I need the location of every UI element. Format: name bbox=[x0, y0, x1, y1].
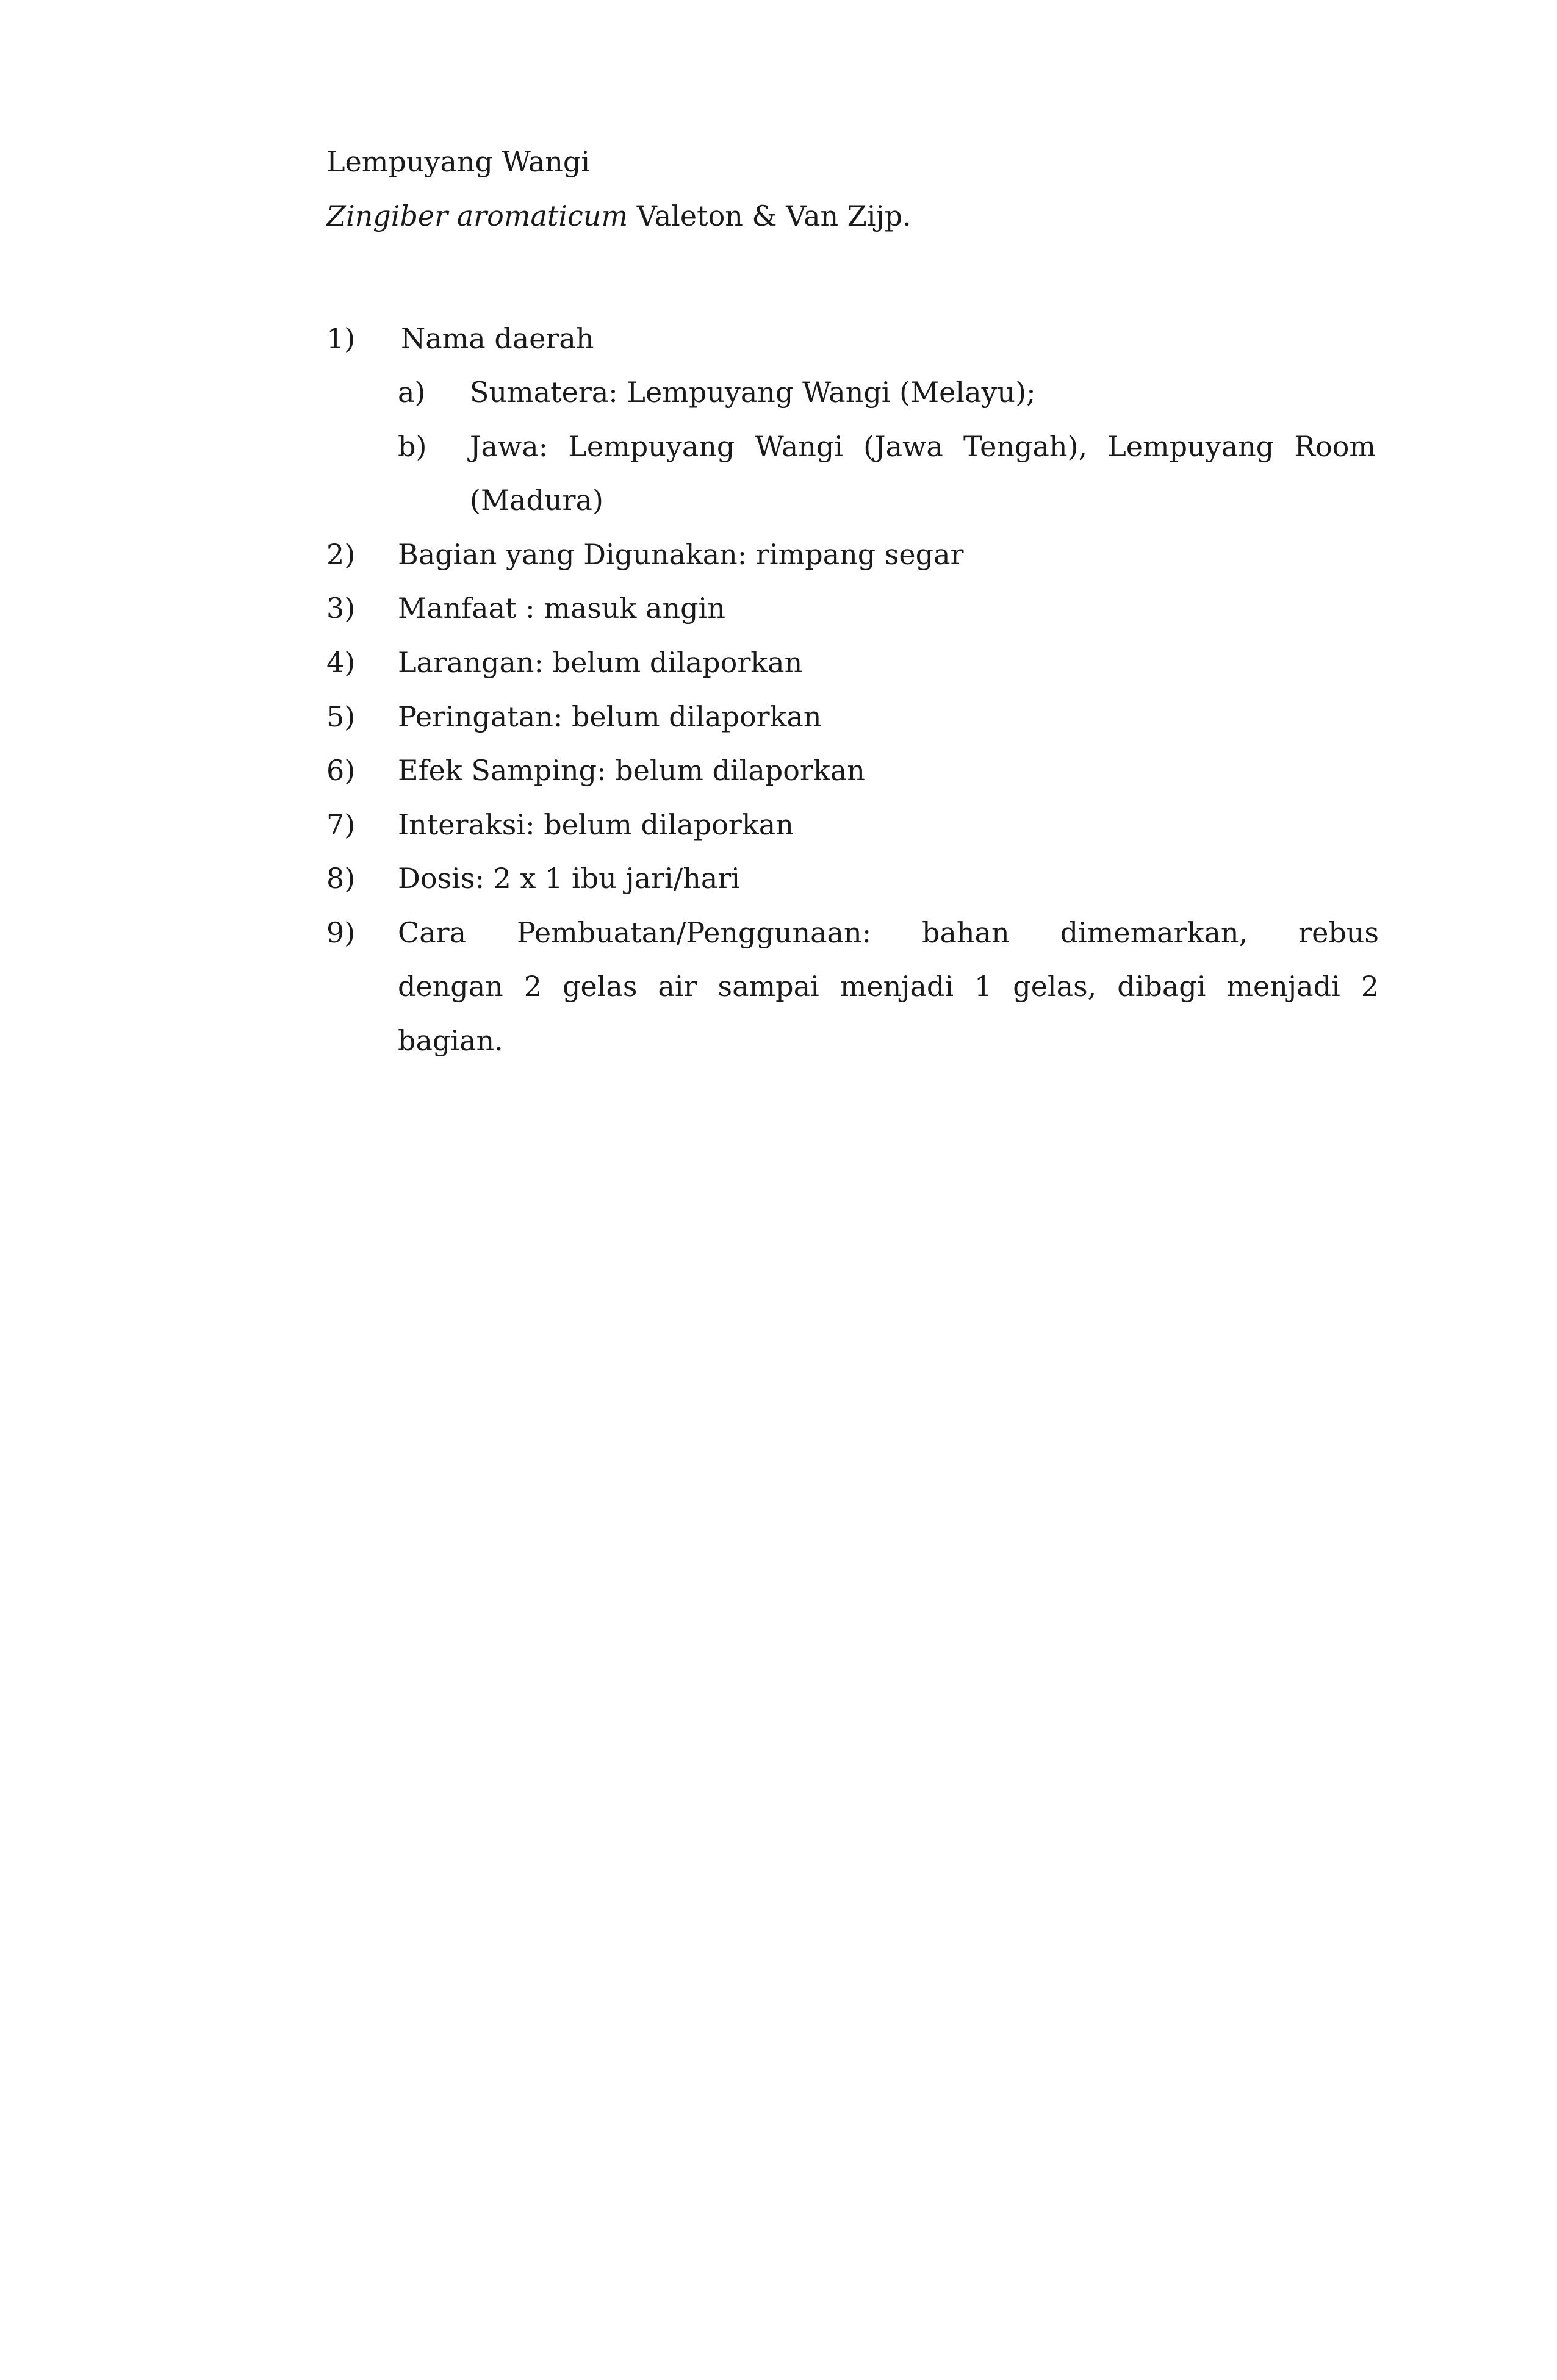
item-number-8: 8) bbox=[326, 862, 356, 895]
item-text-1: Nama daerah bbox=[401, 322, 594, 355]
item-text-9-line1: Cara Pembuatan/Penggunaan: bahan dimemarkan, rebus bbox=[398, 916, 1379, 949]
subitem-text-b-line1: Jawa: Lempuyang Wangi (Jawa Tengah), Lempuyang Room bbox=[470, 430, 1376, 463]
item-number-4: 4) bbox=[326, 646, 356, 679]
item-text-5: Peringatan: belum dilaporkan bbox=[398, 700, 822, 733]
subitem-text-b-line2: (Madura) bbox=[470, 484, 603, 517]
subitem-letter-a: a) bbox=[398, 376, 426, 409]
item-number-3: 3) bbox=[326, 592, 356, 625]
item-number-7: 7) bbox=[326, 808, 356, 841]
subitem-text-a: Sumatera: Lempuyang Wangi (Melayu); bbox=[470, 376, 1036, 409]
item-text-7: Interaksi: belum dilaporkan bbox=[398, 808, 794, 841]
item-number-5: 5) bbox=[326, 700, 356, 733]
item-number-2: 2) bbox=[326, 538, 356, 571]
plant-title: Lempuyang Wangi bbox=[326, 145, 591, 178]
item-text-9-line2: dengan 2 gelas air sampai menjadi 1 gelas, dibagi menjadi 2 bbox=[398, 970, 1379, 1003]
subitem-letter-b: b) bbox=[398, 430, 427, 463]
item-text-6: Efek Samping: belum dilaporkan bbox=[398, 754, 865, 787]
item-number-9: 9) bbox=[326, 916, 356, 949]
item-text-4: Larangan: belum dilaporkan bbox=[398, 646, 803, 679]
scientific-name-line bbox=[326, 198, 912, 234]
item-text-9-line3: bagian. bbox=[398, 1024, 503, 1057]
item-text-8: Dosis: 2 x 1 ibu jari/hari bbox=[398, 862, 741, 895]
scientific-name: Zingiber aromaticum bbox=[326, 199, 628, 232]
item-text-2: Bagian yang Digunakan: rimpang segar bbox=[398, 538, 964, 571]
item-text-3: Manfaat : masuk angin bbox=[398, 592, 725, 625]
item-number-1: 1) bbox=[326, 322, 356, 355]
item-number-6: 6) bbox=[326, 754, 356, 787]
author-citation: Valeton & Van Zijp. bbox=[636, 199, 912, 232]
